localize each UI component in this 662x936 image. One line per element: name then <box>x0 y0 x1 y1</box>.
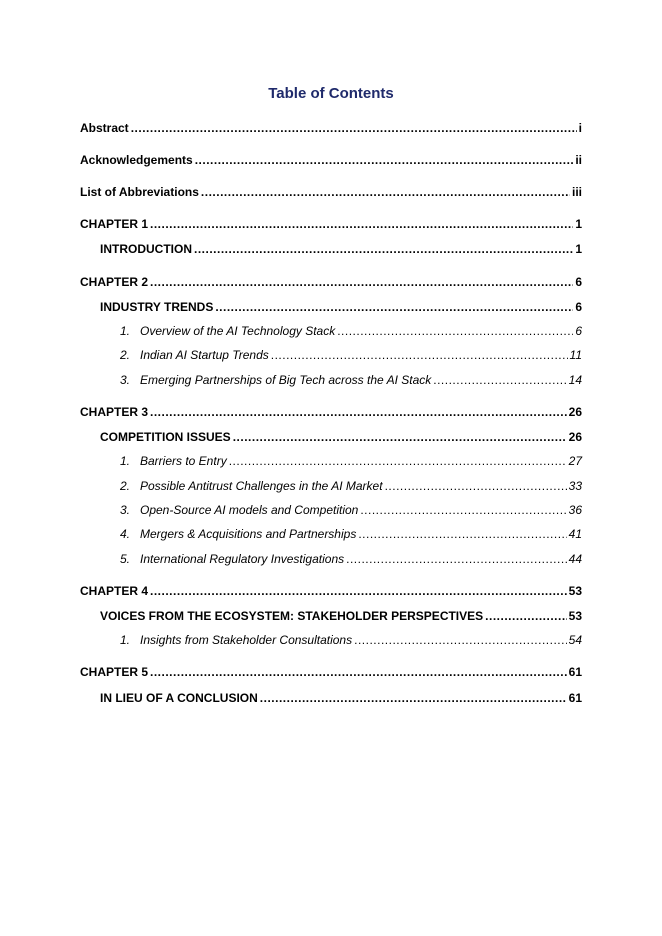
toc-entry-label: CHAPTER 3 <box>80 405 149 419</box>
toc-entry-label: Mergers & Acquisitions and Partnerships <box>140 527 357 541</box>
toc-entry-label: CHAPTER 1 <box>80 217 149 231</box>
toc-entry-label: IN LIEU OF A CONCLUSION <box>100 691 258 705</box>
toc-entry-chapter-5[interactable] <box>80 664 582 680</box>
toc-entry-label: Abstract <box>80 121 129 135</box>
dot-leader <box>360 502 566 518</box>
dot-leader <box>385 478 567 494</box>
toc-entry-number: 5. <box>120 552 131 566</box>
toc-page-number: ii <box>575 153 582 167</box>
toc-page-number: 1 <box>575 217 582 231</box>
toc-entry-label: CHAPTER 5 <box>80 665 149 679</box>
dot-leader <box>337 323 573 339</box>
toc-entry-label: Indian AI Startup Trends <box>140 348 269 362</box>
dot-leader <box>201 184 570 200</box>
toc-entry-label: CHAPTER 4 <box>80 584 149 598</box>
toc-page-number: 36 <box>568 503 582 517</box>
toc-page-number: 53 <box>568 609 582 623</box>
toc-page-number: 11 <box>569 348 582 362</box>
toc-entry-label: COMPETITION ISSUES <box>100 430 231 444</box>
toc-page-number: 6 <box>575 275 582 289</box>
toc-entry-abstract[interactable] <box>80 120 582 136</box>
toc-entry-indian-ai-startup-trends[interactable] <box>120 347 582 363</box>
dot-leader <box>346 551 567 567</box>
toc-entry-big-tech-partnerships[interactable] <box>120 372 582 388</box>
toc-page-number: 61 <box>568 665 582 679</box>
toc-entry-chapter-2[interactable] <box>80 274 582 290</box>
toc-entry-label: Acknowledgements <box>80 153 193 167</box>
toc-entry-regulatory-investigations[interactable] <box>120 551 582 567</box>
toc-page-number: i <box>578 121 582 135</box>
toc-page-number: iii <box>571 185 582 199</box>
toc-entry-label: INTRODUCTION <box>100 242 192 256</box>
toc-entry-label: Possible Antitrust Challenges in the AI Market <box>140 479 383 493</box>
toc-entry-number: 3. <box>120 503 131 517</box>
toc-entry-stakeholder-insights[interactable] <box>120 632 582 648</box>
toc-page-number: 33 <box>568 479 582 493</box>
toc-entry-number: 2. <box>120 479 131 493</box>
toc-page-number: 53 <box>568 584 582 598</box>
toc-entry-number: 1. <box>120 454 131 468</box>
toc-entry-number: 3. <box>120 373 131 387</box>
toc-entry-label: Open-Source AI models and Competition <box>140 503 359 517</box>
dot-leader <box>433 372 566 388</box>
dot-leader <box>233 429 567 445</box>
dot-leader <box>150 274 573 290</box>
toc-entry-chapter-1[interactable] <box>80 216 582 232</box>
toc-entry-label: List of Abbreviations <box>80 185 199 199</box>
toc-page-number: 14 <box>568 373 582 387</box>
toc-entry-number: 1. <box>120 633 131 647</box>
toc-entry-number: 2. <box>120 348 131 362</box>
dot-leader <box>260 690 567 706</box>
toc-entry-introduction[interactable] <box>100 241 582 257</box>
toc-entry-voices-from-ecosystem[interactable] <box>100 608 582 624</box>
toc-entry-abbreviations[interactable] <box>80 184 582 200</box>
dot-leader <box>195 152 574 168</box>
dot-leader <box>150 216 573 232</box>
toc-entry-label: INDUSTRY TRENDS <box>100 300 214 314</box>
toc-entry-number: 4. <box>120 527 131 541</box>
toc-page-number: 41 <box>568 527 582 541</box>
dot-leader <box>215 299 573 315</box>
dot-leader <box>354 632 567 648</box>
dot-leader <box>229 453 567 469</box>
toc-page-number: 6 <box>575 300 582 314</box>
dot-leader <box>150 664 567 680</box>
toc-entry-label: Insights from Stakeholder Consultations <box>140 633 353 647</box>
toc-entry-number: 1. <box>120 324 131 338</box>
toc-entry-label: VOICES FROM THE ECOSYSTEM: STAKEHOLDER PERSPECTIVES <box>100 609 484 623</box>
toc-page-number: 1 <box>575 242 582 256</box>
toc-page-number: 26 <box>568 430 582 444</box>
toc-entry-label: Emerging Partnerships of Big Tech across the AI Stack <box>140 373 432 387</box>
toc-entry-conclusion[interactable] <box>100 690 582 706</box>
toc-page-number: 61 <box>568 691 582 705</box>
dot-leader <box>194 241 573 257</box>
toc-entry-label: International Regulatory Investigations <box>140 552 345 566</box>
toc-entry-label: Barriers to Entry <box>140 454 227 468</box>
toc-page-number: 54 <box>568 633 582 647</box>
toc-entry-acknowledgements[interactable] <box>80 152 582 168</box>
toc-entry-competition-issues[interactable] <box>100 429 582 445</box>
toc-page-number: 26 <box>568 405 582 419</box>
toc-entry-barriers-to-entry[interactable] <box>120 453 582 469</box>
dot-leader <box>150 583 567 599</box>
toc-entry-chapter-4[interactable] <box>80 583 582 599</box>
dot-leader <box>271 347 568 363</box>
toc-entry-label: Overview of the AI Technology Stack <box>140 324 336 338</box>
toc-entry-label: CHAPTER 2 <box>80 275 149 289</box>
dot-leader <box>358 526 566 542</box>
toc-entry-open-source-ai[interactable] <box>120 502 582 518</box>
toc-entry-industry-trends[interactable] <box>100 299 582 315</box>
dot-leader <box>150 404 567 420</box>
toc-page-number: 44 <box>568 552 582 566</box>
toc-entry-chapter-3[interactable] <box>80 404 582 420</box>
toc-entry-antitrust-challenges[interactable] <box>120 478 582 494</box>
toc-entry-mergers-acquisitions[interactable] <box>120 526 582 542</box>
toc-page-number: 27 <box>568 454 582 468</box>
toc-page-number: 6 <box>575 324 582 338</box>
dot-leader <box>131 120 577 136</box>
toc-entry-ai-technology-stack[interactable] <box>120 323 582 339</box>
dot-leader <box>485 608 566 624</box>
toc-title: Table of Contents <box>268 85 394 102</box>
